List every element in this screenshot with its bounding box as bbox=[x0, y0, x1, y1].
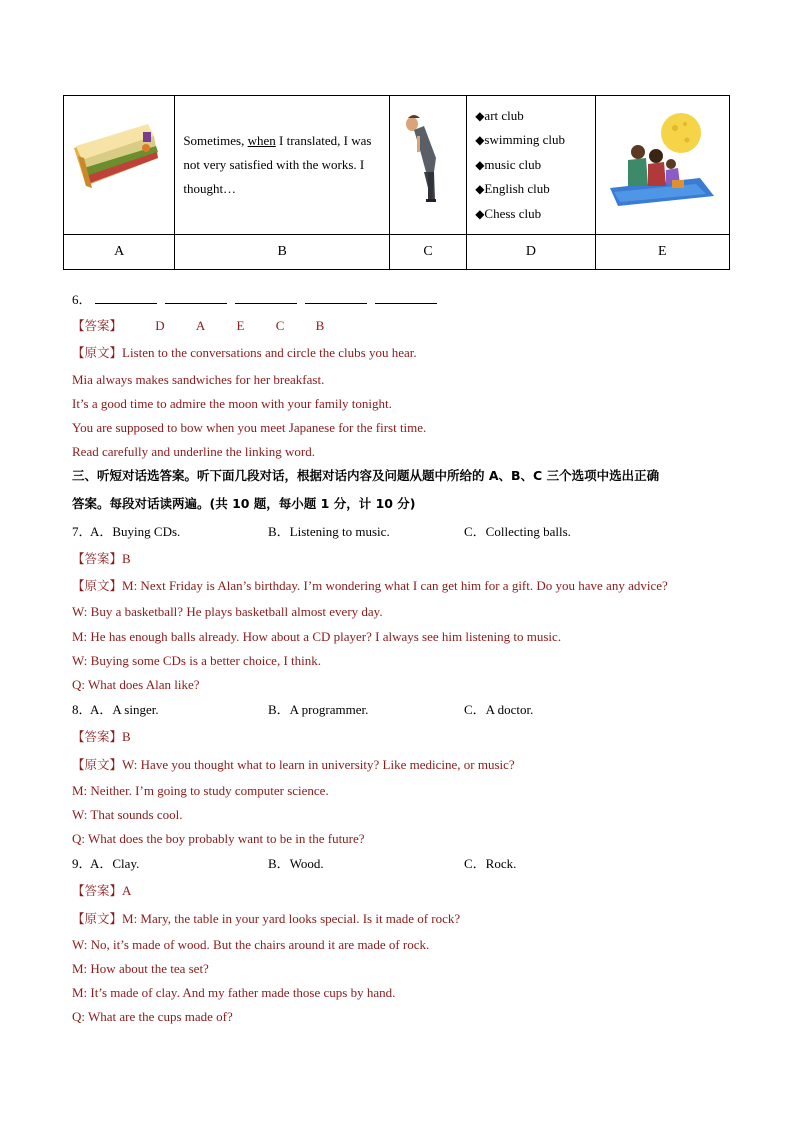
club-item: ◆Chess club bbox=[475, 205, 542, 221]
q7-script-line: M: He has enough balls already. How about a CD player? I always see him listening to music. bbox=[72, 629, 562, 644]
q9-script-first: 【原文】M: Mary, the table in your yard looks special. Is it made of rock? bbox=[72, 911, 461, 926]
q6-answer-2: A bbox=[195, 318, 206, 333]
label-d: D bbox=[467, 235, 595, 270]
q7-number: 7． bbox=[72, 524, 92, 539]
script-tag: 【原文】 bbox=[72, 757, 123, 772]
section3-heading-line2: 答案。每段对话读两遍。(共 10 题，每小题 1 分，计 10 分) bbox=[72, 496, 416, 511]
picture-b-text-cell bbox=[175, 96, 390, 235]
q9-script-line: Q: What are the cups made of? bbox=[72, 1009, 233, 1024]
q8-number: 8． bbox=[72, 702, 92, 717]
answer-tag: 【答案】 bbox=[72, 883, 123, 898]
q6-answer-4: C bbox=[275, 318, 285, 333]
answer-blank bbox=[235, 291, 297, 304]
answer-blank bbox=[95, 291, 157, 304]
diamond-bullet-icon: ◆ bbox=[475, 206, 485, 221]
diamond-bullet-icon: ◆ bbox=[475, 182, 485, 197]
q9-answer-line bbox=[72, 883, 131, 899]
q8-answer: B bbox=[122, 729, 131, 744]
q8-script-line: M: Neither. I’m going to study computer science. bbox=[72, 783, 329, 798]
q9-options-line bbox=[72, 856, 722, 872]
q8-options-line bbox=[72, 702, 722, 718]
q7-option-c: C．Collecting balls. bbox=[464, 524, 571, 539]
picture-table bbox=[63, 95, 730, 270]
q6-number: 6． bbox=[72, 292, 92, 307]
picture-a-cell bbox=[64, 96, 175, 235]
q7-answer: B bbox=[122, 551, 131, 566]
label-e: E bbox=[595, 235, 729, 270]
q8-option-c: C．A doctor. bbox=[464, 702, 534, 717]
q8-option-a: A．A singer. bbox=[90, 702, 159, 717]
family-moon-icon bbox=[596, 96, 730, 229]
q6-script-line: Mia always makes sandwiches for her breakfast. bbox=[72, 372, 325, 387]
q8-script-line: Q: What does the boy probably want to be in the future? bbox=[72, 831, 365, 846]
q6-blanks-line bbox=[72, 291, 445, 308]
diamond-bullet-icon: ◆ bbox=[475, 108, 485, 123]
answer-blank bbox=[305, 291, 367, 304]
club-item: ◆English club bbox=[475, 181, 550, 197]
script-tag: 【原文】 bbox=[72, 345, 123, 360]
q9-script-line: M: It’s made of clay. And my father made those cups by hand. bbox=[72, 985, 396, 1000]
picture-e-cell bbox=[595, 96, 729, 235]
answer-tag: 【答案】 bbox=[72, 729, 123, 744]
q7-answer-line bbox=[72, 551, 131, 567]
label-c: C bbox=[389, 235, 466, 270]
answer-tag: 【答案】 bbox=[72, 551, 123, 566]
q9-option-a: A．Clay. bbox=[90, 856, 140, 871]
b-text-post: I translated, I was not very satisfied with the works. I thought… bbox=[183, 133, 372, 196]
club-item: ◆art club bbox=[475, 107, 524, 123]
b-text-pre: Sometimes, bbox=[183, 133, 248, 148]
q7-option-a: A．Buying CDs. bbox=[90, 524, 181, 539]
q8-answer-line bbox=[72, 729, 131, 745]
q6-script-line: You are supposed to bow when you meet Japanese for the first time. bbox=[72, 420, 427, 435]
q6-answer-1: D bbox=[155, 318, 165, 333]
q7-script-line: W: Buy a basketball? He plays basketball almost every day. bbox=[72, 604, 383, 619]
picture-c-cell bbox=[389, 96, 466, 235]
q6-script-first: 【原文】Listen to the conversations and circle the clubs you hear. bbox=[72, 345, 417, 360]
club-item: ◆music club bbox=[475, 156, 542, 172]
label-a: A bbox=[64, 235, 175, 270]
script-tag: 【原文】 bbox=[72, 578, 123, 593]
q7-option-b: B．Listening to music. bbox=[268, 524, 390, 539]
q9-script-line: M: How about the tea set? bbox=[72, 961, 209, 976]
q9-number: 9． bbox=[72, 856, 92, 871]
bowing-man-icon bbox=[390, 96, 467, 229]
q6-script-line: Read carefully and underline the linking word. bbox=[72, 444, 315, 459]
q8-option-b: B．A programmer. bbox=[268, 702, 369, 717]
label-b: B bbox=[175, 235, 390, 270]
q6-script-line: It’s a good time to admire the moon with your family tonight. bbox=[72, 396, 392, 411]
q8-script-line: W: That sounds cool. bbox=[72, 807, 183, 822]
q9-option-c: C．Rock. bbox=[464, 856, 517, 871]
club-item: ◆swimming club bbox=[475, 132, 565, 148]
sandwich-icon bbox=[64, 96, 175, 229]
q6-answer-5: B bbox=[315, 318, 325, 333]
q7-script-first: 【原文】M: Next Friday is Alan’s birthday. I’m wondering what I can get him for a gift. Do you have any advice? bbox=[72, 578, 668, 593]
diamond-bullet-icon: ◆ bbox=[475, 157, 485, 172]
q7-options-line bbox=[72, 524, 722, 540]
q6-answer-line bbox=[72, 318, 324, 334]
answer-blank bbox=[165, 291, 227, 304]
answer-blank bbox=[375, 291, 437, 304]
diamond-bullet-icon: ◆ bbox=[475, 133, 485, 148]
b-text-underlined: when bbox=[247, 133, 276, 148]
club-list-cell bbox=[467, 96, 595, 235]
q6-answer-3: E bbox=[236, 318, 245, 333]
section3-heading-line1: 三、听短对话选答案。听下面几段对话，根据对话内容及问题从题中所给的 A、B、C 三个选项中选出正确 bbox=[72, 468, 660, 483]
script-tag: 【原文】 bbox=[72, 911, 123, 926]
q7-script-line: Q: What does Alan like? bbox=[72, 677, 200, 692]
q9-answer: A bbox=[122, 883, 132, 898]
answer-tag: 【答案】 bbox=[72, 318, 123, 333]
q7-script-line: W: Buying some CDs is a better choice, I think. bbox=[72, 653, 321, 668]
q9-script-line: W: No, it’s made of wood. But the chairs around it are made of rock. bbox=[72, 937, 430, 952]
q8-script-first: 【原文】W: Have you thought what to learn in university? Like medicine, or music? bbox=[72, 757, 515, 772]
q9-option-b: B．Wood. bbox=[268, 856, 324, 871]
